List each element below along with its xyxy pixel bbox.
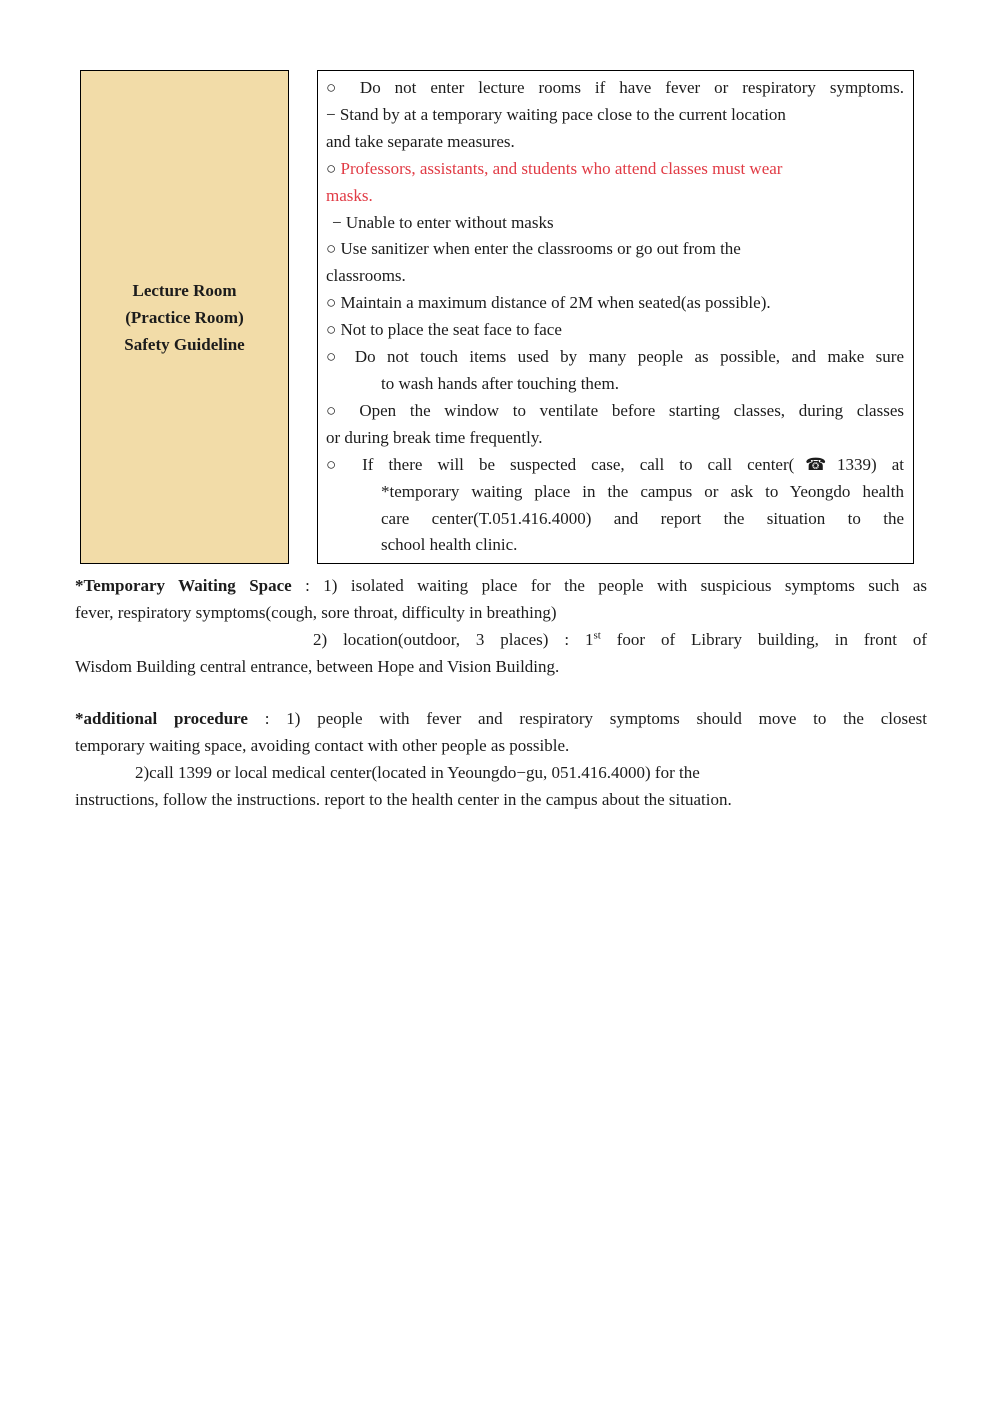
note-line [75, 787, 927, 814]
guideline-line [326, 75, 904, 102]
text-segment: − Unable to enter without masks [332, 212, 554, 232]
text-segment: : 1) people with fever and respiratory symptoms should move to the closest [247, 709, 927, 728]
guideline-line [326, 506, 904, 533]
text-segment: Lecture Room [132, 280, 237, 300]
safety-guideline-table [80, 70, 914, 564]
text-segment: ○ Open the window to ventilate before starting classes, during classes [326, 400, 904, 420]
note-line [75, 600, 927, 627]
guideline-line [326, 263, 904, 290]
red-text: masks. [326, 185, 373, 205]
text-segment: Safety Guideline [124, 334, 245, 354]
guideline-list [317, 70, 914, 564]
note-line [75, 627, 927, 654]
note-line [75, 654, 927, 681]
text-segment: ○ Maintain a maximum distance of 2M when seated(as possible). [326, 293, 771, 313]
red-text: Professors, assistants, and students who attend classes must wear [340, 158, 783, 178]
text-segment: to wash hands after touching them. [381, 373, 619, 393]
text-segment: ○ Do not enter lecture rooms if have fever or respiratory symptoms. [326, 78, 904, 97]
guideline-line [326, 317, 904, 344]
text-segment: care center(T.051.416.4000) and report the situation to the [381, 508, 904, 528]
note-line [75, 706, 927, 733]
note-line [75, 733, 927, 760]
guideline-line [326, 532, 904, 559]
guideline-line [326, 183, 904, 210]
note-line [75, 573, 927, 600]
note-temporary-waiting-space [75, 573, 927, 681]
text-segment: *temporary waiting place in the campus or ask to Yeongdo health [381, 481, 904, 501]
text-segment: ○ If there will be suspected case, call to call center(☎1339) at [326, 454, 904, 474]
text-segment: school health clinic. [381, 535, 518, 555]
text-segment: classrooms. [326, 266, 406, 286]
text-segment: Wisdom Building central entrance, between Hope and Vision Building. [75, 656, 560, 676]
guideline-line [326, 210, 904, 237]
text-segment: (Practice Room) [125, 307, 244, 327]
text-segment: 2)call 1399 or local medical center(located in Yeoungdo−gu, 051.416.4000) for the [135, 762, 700, 782]
text-segment: temporary waiting space, avoiding contact with other people as possible. [75, 735, 570, 755]
guideline-line [326, 398, 904, 425]
guideline-line [326, 129, 904, 156]
text-segment: ○ Use sanitizer when enter the classrooms or go out from the [326, 239, 741, 259]
text-segment: and take separate measures. [326, 131, 515, 151]
text-segment: instructions, follow the instructions. report to the health center in the campus about the situation. [75, 789, 732, 809]
bold-text: *additional procedure [75, 709, 248, 728]
text-segment: : 1) isolated waiting place for the people with suspicious symptoms such as [291, 576, 927, 595]
guideline-line [326, 290, 904, 317]
text-segment: ○ Not to place the seat face to face [326, 320, 562, 340]
text-segment: − Stand by at a temporary waiting pace close to the current location [326, 104, 786, 124]
text-segment: foor of Library building, in front of [600, 629, 927, 649]
superscript: st [593, 629, 601, 642]
guideline-line [326, 425, 904, 452]
guideline-line [326, 479, 904, 506]
text-segment: fever, respiratory symptoms(cough, sore throat, difficulty in breathing) [75, 602, 557, 622]
guideline-line [326, 102, 904, 129]
table-header-line [81, 277, 288, 304]
guideline-line [326, 344, 904, 371]
text-segment: ○ [326, 158, 341, 178]
text-segment: ○ Do not touch items used by many people as possible, and make sure [326, 347, 904, 367]
table-header-line [81, 331, 288, 358]
table-header-cell [80, 70, 289, 564]
table-header-line [81, 304, 288, 331]
bold-text: *Temporary Waiting Space [75, 576, 292, 595]
note-additional-procedure [75, 706, 927, 814]
text-segment: 2) location(outdoor, 3 places) : 1 [313, 629, 594, 649]
guideline-line [326, 236, 904, 263]
note-line [75, 760, 927, 787]
guideline-line [326, 452, 904, 479]
guideline-line [326, 371, 904, 398]
guideline-line [326, 156, 904, 183]
text-segment: or during break time frequently. [326, 427, 543, 447]
